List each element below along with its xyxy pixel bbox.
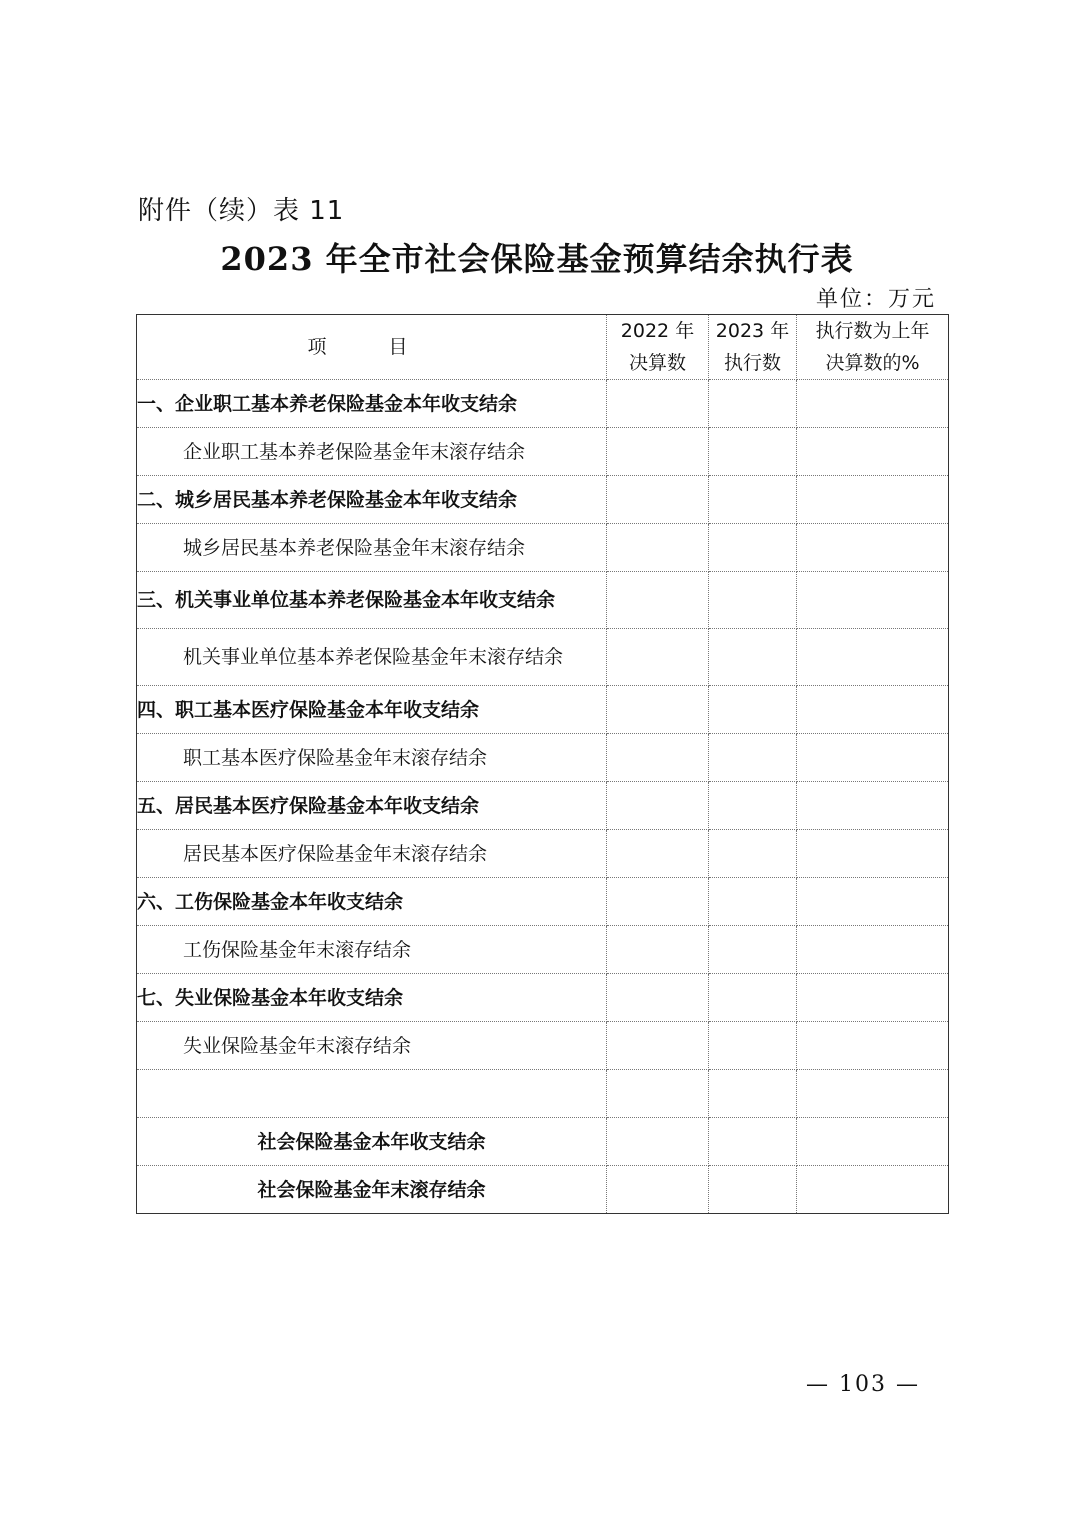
value-2023-cell	[709, 380, 797, 428]
value-ratio-cell	[797, 1118, 949, 1166]
table-row	[137, 1166, 949, 1214]
value-2023-cell	[709, 629, 797, 686]
value-2022-cell	[607, 686, 709, 734]
table-row	[137, 1070, 949, 1118]
value-ratio-cell	[797, 1022, 949, 1070]
value-ratio-cell	[797, 782, 949, 830]
table-row	[137, 974, 949, 1022]
value-2022-cell	[607, 782, 709, 830]
row-label: 二、城乡居民基本养老保险基金本年收支结余	[137, 476, 607, 524]
table-row	[137, 524, 949, 572]
value-2022-cell	[607, 926, 709, 974]
value-2022-cell	[607, 974, 709, 1022]
value-2022-cell	[607, 830, 709, 878]
table-row	[137, 476, 949, 524]
row-label: 机关事业单位基本养老保险基金年末滚存结余	[137, 629, 607, 686]
value-2023-cell	[709, 1070, 797, 1118]
header-ratio-line1: 执行数为上年	[815, 320, 930, 342]
value-2023-cell	[709, 782, 797, 830]
value-ratio-cell	[797, 629, 949, 686]
row-label: 企业职工基本养老保险基金年末滚存结余	[137, 428, 607, 476]
header-2023-line1: 2023 年	[715, 320, 790, 342]
value-ratio-cell	[797, 830, 949, 878]
header-2022-line2: 决算数	[628, 352, 686, 374]
table-row	[137, 926, 949, 974]
header-ratio	[797, 315, 949, 380]
value-2023-cell	[709, 524, 797, 572]
value-2023-cell	[709, 974, 797, 1022]
header-2023	[709, 315, 797, 380]
value-2023-cell	[709, 926, 797, 974]
header-ratio-line2: 决算数的%	[825, 352, 920, 374]
value-2022-cell	[607, 878, 709, 926]
row-label: 七、失业保险基金本年收支结余	[137, 974, 607, 1022]
value-2022-cell	[607, 428, 709, 476]
table-row	[137, 734, 949, 782]
value-ratio-cell	[797, 1166, 949, 1214]
value-2023-cell	[709, 1118, 797, 1166]
value-ratio-cell	[797, 1070, 949, 1118]
row-label: 五、居民基本医疗保险基金本年收支结余	[137, 782, 607, 830]
value-2022-cell	[607, 524, 709, 572]
row-label: 六、工伤保险基金本年收支结余	[137, 878, 607, 926]
header-2022	[607, 315, 709, 380]
row-label	[137, 1070, 607, 1118]
value-ratio-cell	[797, 476, 949, 524]
value-2022-cell	[607, 1070, 709, 1118]
page-number: — 103 —	[806, 1372, 920, 1397]
value-2022-cell	[607, 476, 709, 524]
value-2022-cell	[607, 380, 709, 428]
header-item: 项 目	[137, 315, 607, 380]
row-label: 居民基本医疗保险基金年末滚存结余	[137, 830, 607, 878]
value-ratio-cell	[797, 734, 949, 782]
table-row	[137, 686, 949, 734]
header-2022-line1: 2022 年	[620, 320, 695, 342]
value-2022-cell	[607, 734, 709, 782]
value-2022-cell	[607, 1022, 709, 1070]
table-row	[137, 629, 949, 686]
table-header-row	[137, 315, 949, 380]
row-label: 社会保险基金年末滚存结余	[137, 1166, 607, 1214]
value-ratio-cell	[797, 974, 949, 1022]
table-row	[137, 830, 949, 878]
header-2023-line2: 执行数	[723, 352, 781, 374]
value-ratio-cell	[797, 926, 949, 974]
value-ratio-cell	[797, 428, 949, 476]
row-label: 社会保险基金本年收支结余	[137, 1118, 607, 1166]
budget-table	[136, 314, 949, 1214]
table-row	[137, 878, 949, 926]
table-row	[137, 782, 949, 830]
row-label: 工伤保险基金年末滚存结余	[137, 926, 607, 974]
row-label: 城乡居民基本养老保险基金年末滚存结余	[137, 524, 607, 572]
unit-label: 单位：万元	[815, 287, 936, 312]
table-row	[137, 1118, 949, 1166]
table-row	[137, 572, 949, 629]
row-label: 职工基本医疗保险基金年末滚存结余	[137, 734, 607, 782]
value-ratio-cell	[797, 878, 949, 926]
value-2023-cell	[709, 686, 797, 734]
value-ratio-cell	[797, 686, 949, 734]
row-label: 一、企业职工基本养老保险基金本年收支结余	[137, 380, 607, 428]
value-2023-cell	[709, 428, 797, 476]
value-2022-cell	[607, 572, 709, 629]
value-2023-cell	[709, 830, 797, 878]
value-ratio-cell	[797, 380, 949, 428]
value-2023-cell	[709, 476, 797, 524]
row-label: 四、职工基本医疗保险基金本年收支结余	[137, 686, 607, 734]
value-2023-cell	[709, 1166, 797, 1214]
value-ratio-cell	[797, 524, 949, 572]
table-row	[137, 1022, 949, 1070]
row-label: 失业保险基金年末滚存结余	[137, 1022, 607, 1070]
value-2023-cell	[709, 878, 797, 926]
value-2022-cell	[607, 1166, 709, 1214]
table-row	[137, 428, 949, 476]
value-2023-cell	[709, 1022, 797, 1070]
attachment-label: 附件（续）表 11	[138, 196, 345, 226]
value-2022-cell	[607, 629, 709, 686]
page-title: 2023 年全市社会保险基金预算结余执行表	[220, 240, 854, 278]
table-row	[137, 380, 949, 428]
value-ratio-cell	[797, 572, 949, 629]
row-label: 三、机关事业单位基本养老保险基金本年收支结余	[137, 572, 607, 629]
value-2023-cell	[709, 572, 797, 629]
value-2022-cell	[607, 1118, 709, 1166]
value-2023-cell	[709, 734, 797, 782]
table-body	[137, 380, 949, 1214]
